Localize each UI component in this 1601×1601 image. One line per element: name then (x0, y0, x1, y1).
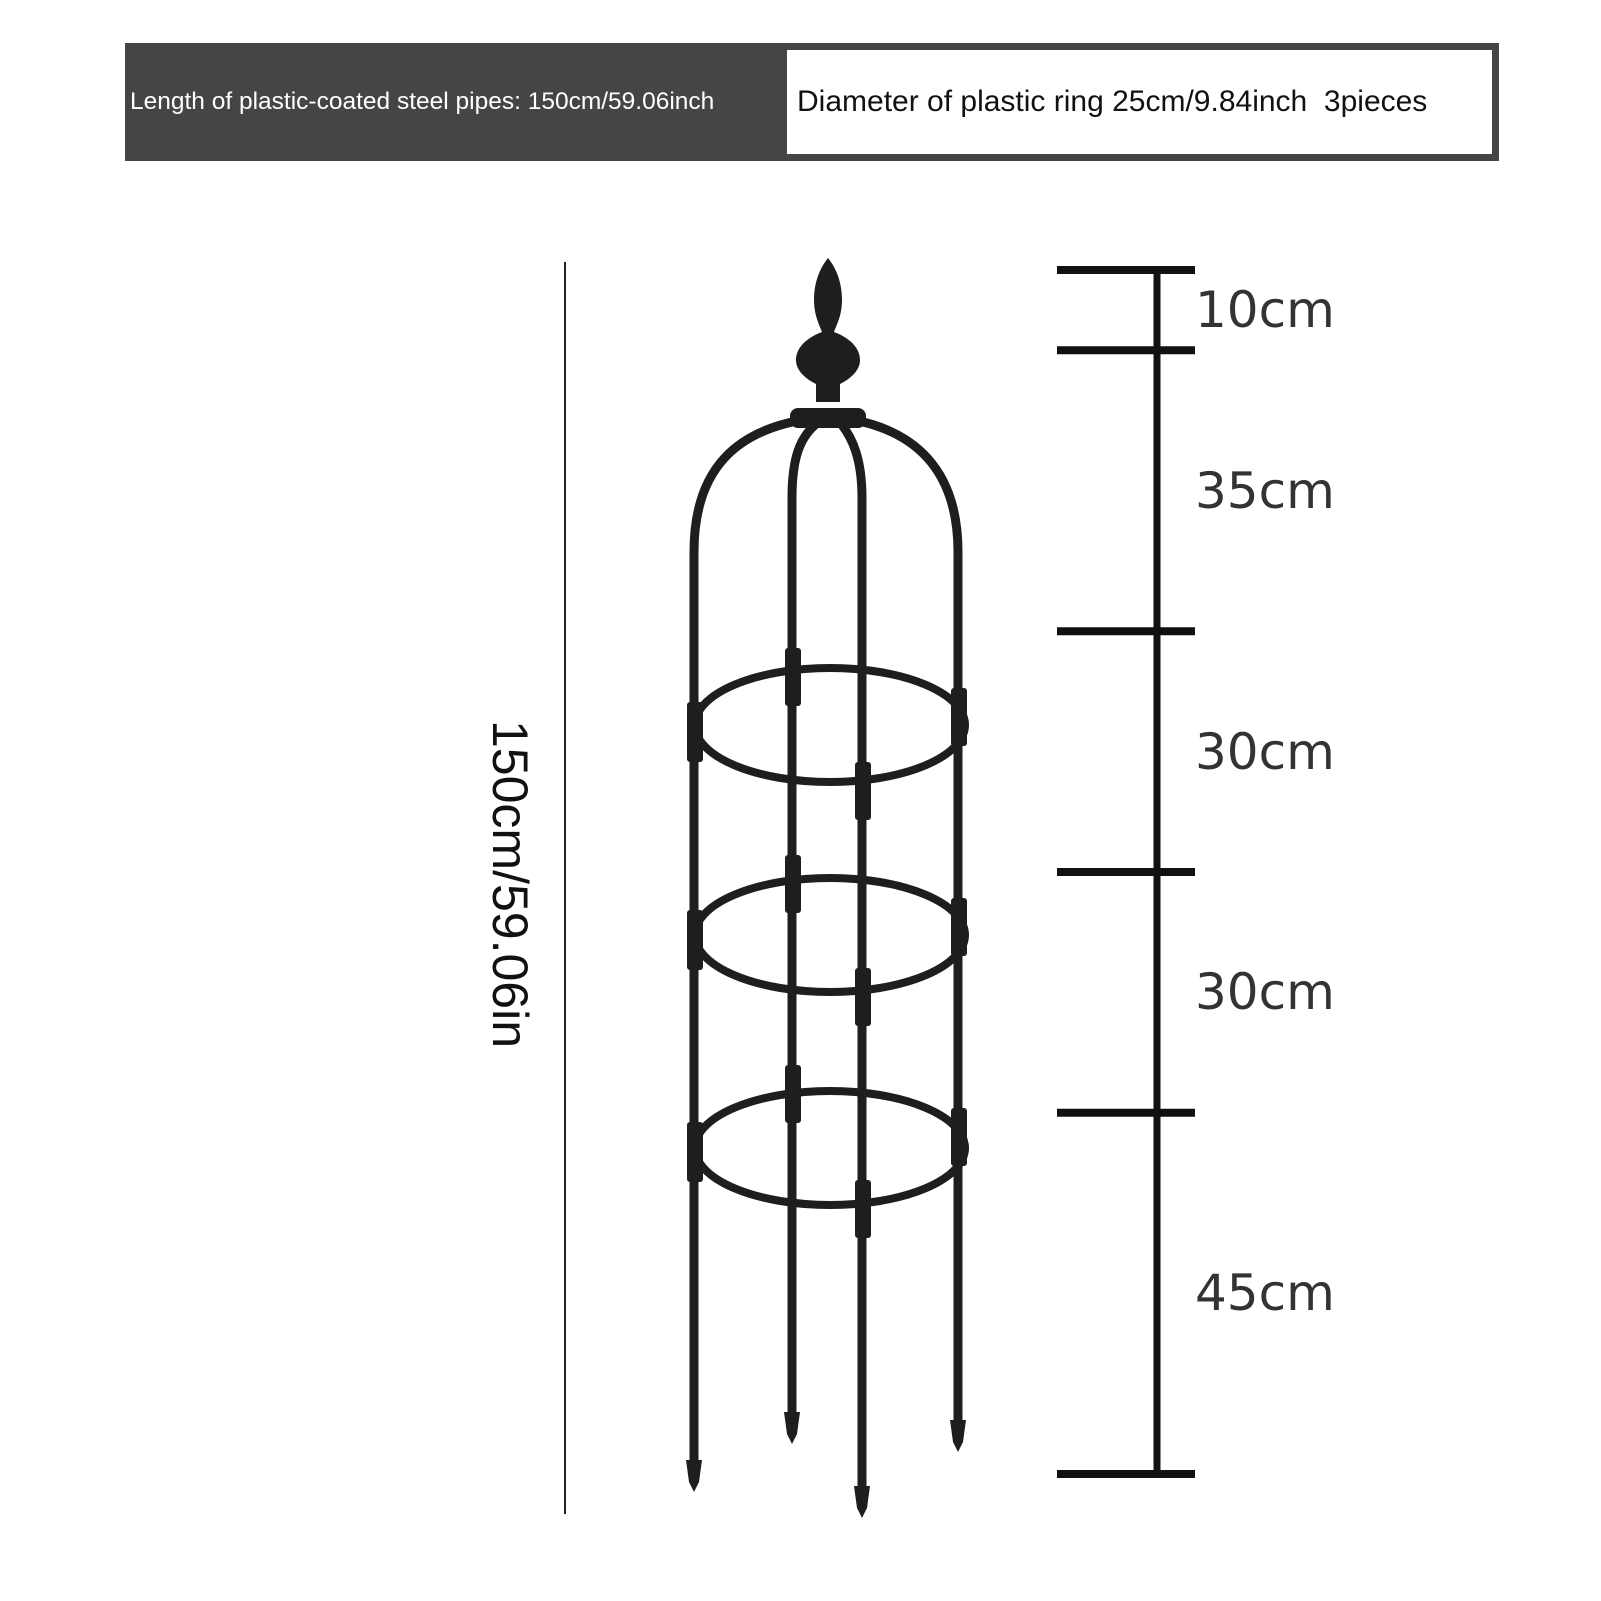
segment-label: 30cm (1195, 722, 1335, 781)
ring-diameter-spec: Diameter of plastic ring 25cm/9.84inch 3pieces (787, 43, 1499, 161)
segment-label: 30cm (1195, 963, 1335, 1022)
total-height-label: 150cm/59.06in (482, 719, 538, 1049)
segment-label: 35cm (1195, 461, 1335, 520)
pipe-length-spec: Length of plastic-coated steel pipes: 150cm/59.06inch (125, 43, 787, 161)
segment-label: 10cm (1195, 281, 1335, 340)
segment-label: 45cm (1195, 1264, 1335, 1323)
